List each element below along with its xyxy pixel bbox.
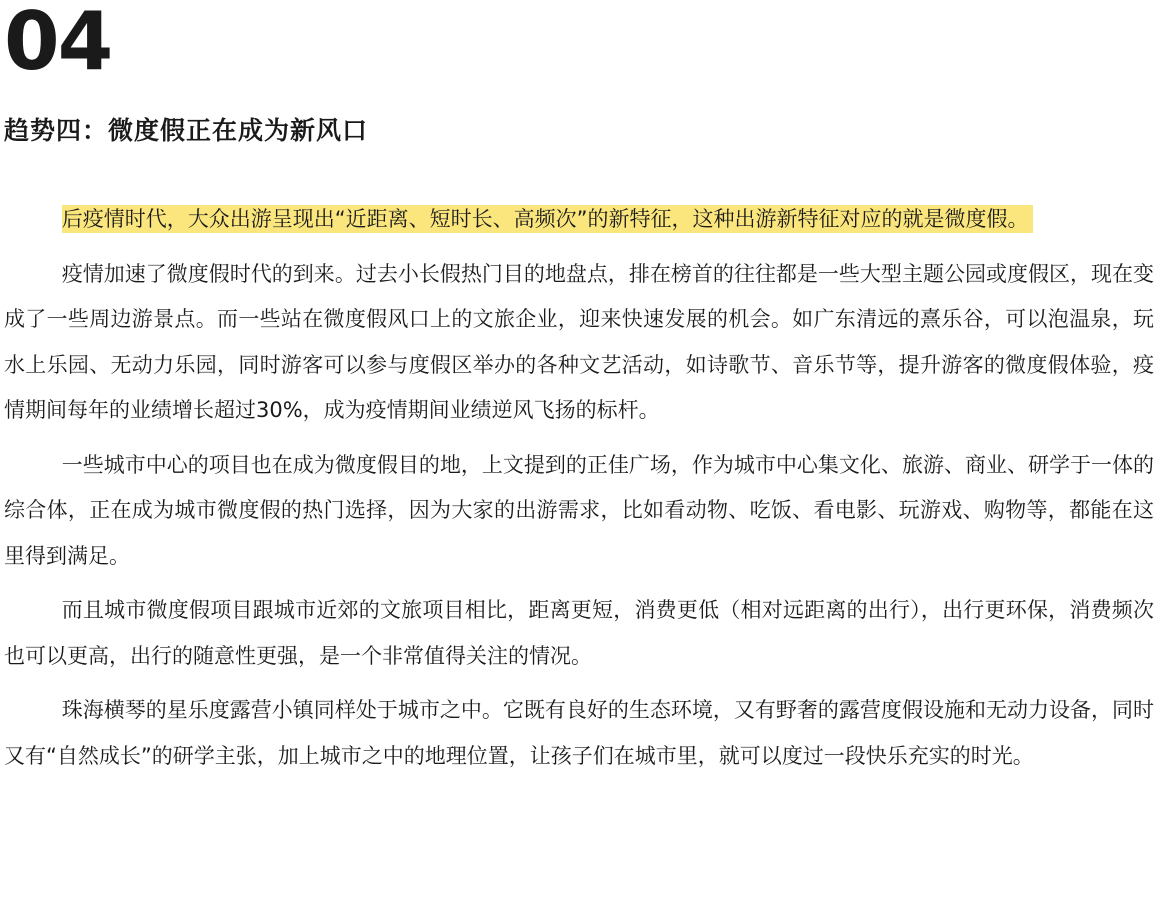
paragraph: 一些城市中心的项目也在成为微度假目的地，上文提到的正佳广场，作为城市中心集文化、旅游、商业、研学于一体的综合体，正在成为城市微度假的热门选择，因为大家的出游需求，比如看动物、吃饭、看电影、玩游戏、购物等，都能在这里得到满足。 <box>4 452 1154 568</box>
paragraph: 珠海横琴的星乐度露营小镇同样处于城市之中。它既有良好的生态环境，又有野奢的露营度假设施和无动力设备，同时又有“自然成长”的研学主张，加上城市之中的地理位置，让孩子们在城市里，就可以度过一段快乐充实的时光。 <box>4 698 1154 768</box>
highlighted-text: 后疫情时代，大众出游呈现出“近距离、短时长、高频次”的新特征，这种出游新特征对应的就是微度假。 <box>62 205 1033 233</box>
paragraph: 而且城市微度假项目跟城市近郊的文旅项目相比，距离更短，消费更低（相对远距离的出行），出行更环保，消费频次也可以更高，出行的随意性更强，是一个非常值得关注的情况。 <box>4 598 1154 668</box>
paragraph-highlighted <box>4 197 1154 243</box>
article-body <box>4 197 1154 788</box>
section-number: 04 <box>4 0 112 88</box>
paragraph: 疫情加速了微度假时代的到来。过去小长假热门目的地盘点，排在榜首的往往都是一些大型主题公园或度假区，现在变成了一些周边游景点。而一些站在微度假风口上的文旅企业，迎来快速发展的机会。如广东清远的熹乐谷，可以泡温泉，玩水上乐园、无动力乐园，同时游客可以参与度假区举办的各种文艺活动，如诗歌节、音乐节等，提升游客的微度假体验，疫情期间每年的业绩增长超过30%，成为疫情期间业绩逆风飞扬的标杆。 <box>4 261 1154 422</box>
section-title: 趋势四：微度假正在成为新风口 <box>4 116 369 145</box>
